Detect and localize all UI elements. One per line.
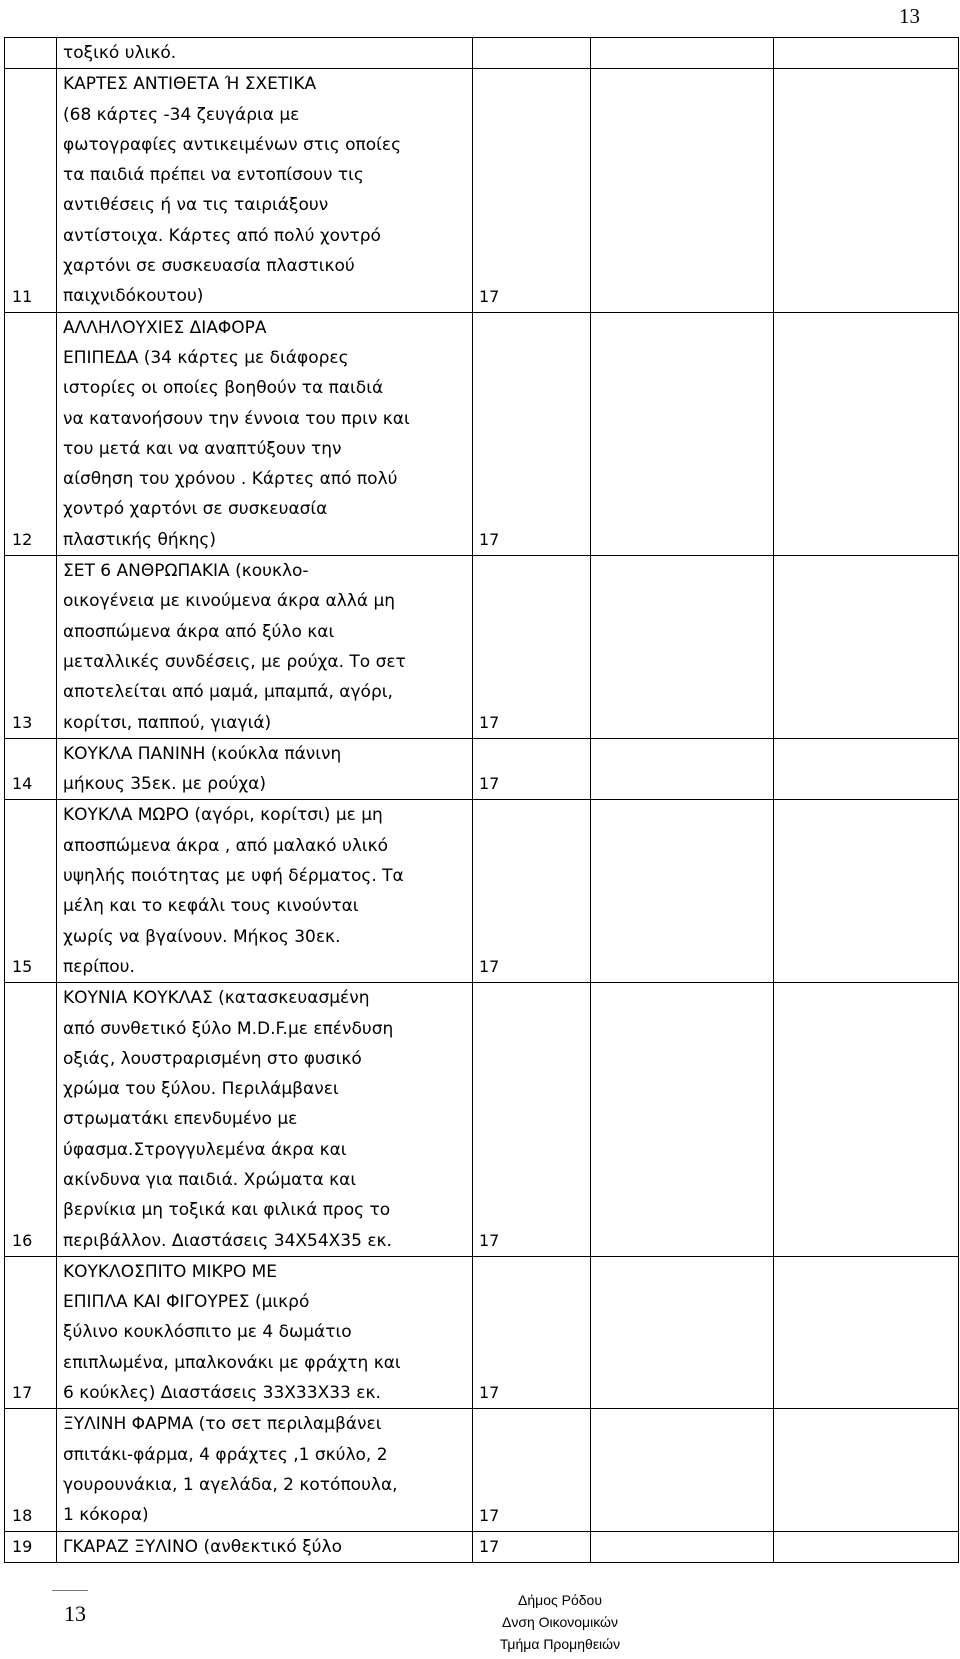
item-description-cell	[57, 1409, 473, 1531]
description-line: στρωματάκι επενδυμένο με	[63, 1109, 298, 1130]
description-line: αποσπώμενα άκρα από ξύλο και	[63, 621, 335, 642]
description-line: αντίστοιχα. Κάρτες από πολύ χοντρό	[63, 225, 381, 246]
item-number-cell	[5, 38, 57, 69]
item-description-cell	[57, 1531, 473, 1562]
description-line: αποσπώμενα άκρα , από μαλακό υλικό	[63, 835, 389, 856]
footer-organization	[460, 1589, 660, 1655]
item-description-cell	[57, 38, 473, 69]
total-price-cell	[774, 738, 959, 800]
description-line: τα παιδιά πρέπει να εντοπίσουν τις	[63, 165, 364, 186]
description-line: μέλη και το κεφάλι τους κινούνται	[63, 896, 359, 917]
description-line: περίπου.	[63, 956, 135, 977]
description-line: αίσθηση του χρόνου . Κάρτες από πολύ	[63, 469, 398, 490]
items-table	[4, 37, 959, 1563]
item-number-cell: 17	[5, 1256, 57, 1408]
total-price-cell	[774, 800, 959, 983]
table-row	[5, 1256, 959, 1408]
description-line: αποτελείται από μαμά, μπαμπά, αγόρι,	[63, 682, 393, 703]
item-quantity-cell: 17	[473, 312, 591, 555]
description-line: παιχνιδόκουτου)	[63, 286, 204, 307]
item-number-cell: 14	[5, 738, 57, 800]
unit-price-cell	[591, 983, 774, 1257]
description-line: ακίνδυνα για παιδιά. Χρώματα και	[63, 1169, 357, 1190]
table-row	[5, 983, 959, 1257]
description-line: βερνίκια μη τοξικά και φιλικά προς το	[63, 1200, 391, 1221]
footer-divider	[52, 1590, 88, 1591]
total-price-cell	[774, 1409, 959, 1531]
description-line: 1 κόκορα)	[63, 1505, 149, 1526]
unit-price-cell	[591, 556, 774, 739]
description-line: ΓΚΑΡΑΖ ΞΥΛΙΝΟ (ανθεκτικό ξύλο	[63, 1536, 342, 1557]
unit-price-cell	[591, 1531, 774, 1562]
description-line: οικογένεια με κινούμενα άκρα αλλά μη	[63, 591, 396, 612]
description-line: φωτογραφίες αντικειμένων στις οποίες	[63, 134, 402, 155]
description-line: τοξικό υλικό.	[63, 43, 177, 63]
description-line: από συνθετικό ξύλο M.D.F.με επένδυση	[63, 1018, 394, 1039]
item-quantity-cell: 17	[473, 1409, 591, 1531]
description-line: επιπλωμένα, μπαλκονάκι με φράχτη και	[63, 1352, 401, 1373]
description-line: ΑΛΛΗΛΟΥΧΙΕΣ ΔΙΑΦΟΡΑ	[63, 317, 267, 338]
description-line: ΕΠΙΠΛΑ ΚΑΙ ΦΙΓΟΥΡΕΣ (μικρό	[63, 1292, 310, 1313]
description-line: ΚΟΥΝΙΑ ΚΟΥΚΛΑΣ (κατασκευασμένη	[63, 988, 370, 1009]
table-row	[5, 1531, 959, 1562]
unit-price-cell	[591, 800, 774, 983]
unit-price-cell	[591, 312, 774, 555]
item-number-cell: 12	[5, 312, 57, 555]
description-line: χαρτόνι σε συσκευασία πλαστικού	[63, 256, 355, 277]
description-line: ΚΑΡΤΕΣ ΑΝΤΙΘΕΤΑ Ή ΣΧΕΤΙΚΑ	[63, 74, 317, 95]
description-line: γουρουνάκια, 1 αγελάδα, 2 κοτόπουλα,	[63, 1474, 398, 1495]
unit-price-cell	[591, 1409, 774, 1531]
item-quantity-cell: 17	[473, 738, 591, 800]
unit-price-cell	[591, 69, 774, 312]
total-price-cell	[774, 1256, 959, 1408]
description-line: 6 κούκλες) Διαστάσεις 33Χ33Χ33 εκ.	[63, 1383, 381, 1404]
description-line: μήκους 35εκ. με ρούχα)	[63, 774, 266, 795]
description-line: του μετά και να αναπτύξουν την	[63, 438, 342, 459]
footer-org-line-2: Δνση Οικονομικών	[501, 1614, 618, 1630]
table-row	[5, 800, 959, 983]
item-number-cell: 18	[5, 1409, 57, 1531]
description-line: ύφασμα.Στρογγυλεμένα άκρα και	[63, 1139, 347, 1160]
description-line: να κατανοήσουν την έννοια του πριν και	[63, 408, 410, 429]
item-quantity-cell: 17	[473, 1256, 591, 1408]
item-number-cell: 13	[5, 556, 57, 739]
table-row	[5, 69, 959, 312]
table-row	[5, 38, 959, 69]
unit-price-cell	[591, 738, 774, 800]
total-price-cell	[774, 983, 959, 1257]
description-line: ΣΕΤ 6 ΑΝΘΡΩΠΑΚΙΑ (κουκλο-	[63, 561, 309, 582]
item-number-cell: 15	[5, 800, 57, 983]
description-line: ΚΟΥΚΛΟΣΠΙΤΟ ΜΙΚΡΟ ΜΕ	[63, 1261, 278, 1282]
description-line: ΕΠΙΠΕΔΑ (34 κάρτες με διάφορες	[63, 347, 349, 368]
item-description-cell	[57, 1256, 473, 1408]
item-description-cell	[57, 983, 473, 1257]
unit-price-cell	[591, 38, 774, 69]
item-quantity-cell: 17	[473, 69, 591, 312]
description-line: ΚΟΥΚΛΑ ΜΩΡΟ (αγόρι, κορίτσι) με μη	[63, 805, 383, 826]
description-line: αντιθέσεις ή να τις ταιριάξουν	[63, 195, 329, 216]
item-quantity-cell: 17	[473, 800, 591, 983]
total-price-cell	[774, 556, 959, 739]
table-row	[5, 312, 959, 555]
description-line: χοντρό χαρτόνι σε συσκευασία	[63, 499, 328, 520]
total-price-cell	[774, 312, 959, 555]
item-quantity-cell: 17	[473, 1531, 591, 1562]
item-number-cell: 19	[5, 1531, 57, 1562]
footer-org-line-3: Τμήμα Προμηθειών	[499, 1636, 621, 1652]
description-line: υψηλής ποιότητας με υφή δέρματος. Τα	[63, 866, 404, 887]
items-table-body	[5, 38, 959, 1563]
description-line: χωρίς να βγαίνουν. Μήκος 30εκ.	[63, 926, 341, 947]
description-line: (68 κάρτες -34 ζευγάρια με	[63, 104, 300, 125]
description-line: ιστορίες οι οποίες βοηθούν τα παιδιά	[63, 378, 384, 399]
description-line: πλαστικής θήκης)	[63, 529, 217, 550]
footer-page-number: 13	[64, 1601, 86, 1626]
item-number-cell: 16	[5, 983, 57, 1257]
table-row	[5, 738, 959, 800]
description-line: χρώμα του ξύλου. Περιλάμβανει	[63, 1079, 339, 1100]
table-row	[5, 556, 959, 739]
table-row	[5, 1409, 959, 1531]
item-description-cell	[57, 800, 473, 983]
item-description-cell	[57, 556, 473, 739]
description-line: μεταλλικές συνδέσεις, με ρούχα. Το σετ	[63, 651, 406, 672]
unit-price-cell	[591, 1256, 774, 1408]
item-quantity-cell	[473, 38, 591, 69]
item-number-cell: 11	[5, 69, 57, 312]
description-line: περιβάλλον. Διαστάσεις 34Χ54Χ35 εκ.	[63, 1230, 392, 1251]
description-line: ξύλινο κουκλόσπιτο με 4 δωμάτιο	[63, 1322, 352, 1343]
total-price-cell	[774, 69, 959, 312]
total-price-cell	[774, 1531, 959, 1562]
item-description-cell	[57, 738, 473, 800]
item-quantity-cell: 17	[473, 983, 591, 1257]
footer-org-line-1: Δήμος Ρόδου	[518, 1592, 602, 1608]
item-description-cell	[57, 312, 473, 555]
total-price-cell	[774, 38, 959, 69]
description-line: οξιάς, λουστραρισμένη στο φυσικό	[63, 1048, 362, 1069]
item-description-cell	[57, 69, 473, 312]
description-line: ΞΥΛΙΝΗ ΦΑΡΜΑ (το σετ περιλαμβάνει	[63, 1414, 382, 1435]
description-line: κορίτσι, παππού, γιαγιά)	[63, 712, 272, 733]
description-line: σπιτάκι-φάρμα, 4 φράχτες ,1 σκύλο, 2	[63, 1444, 388, 1465]
description-line: ΚΟΥΚΛΑ ΠΑΝΙΝΗ (κούκλα πάνινη	[63, 743, 342, 764]
page-number-top: 13	[899, 4, 920, 28]
item-quantity-cell: 17	[473, 556, 591, 739]
